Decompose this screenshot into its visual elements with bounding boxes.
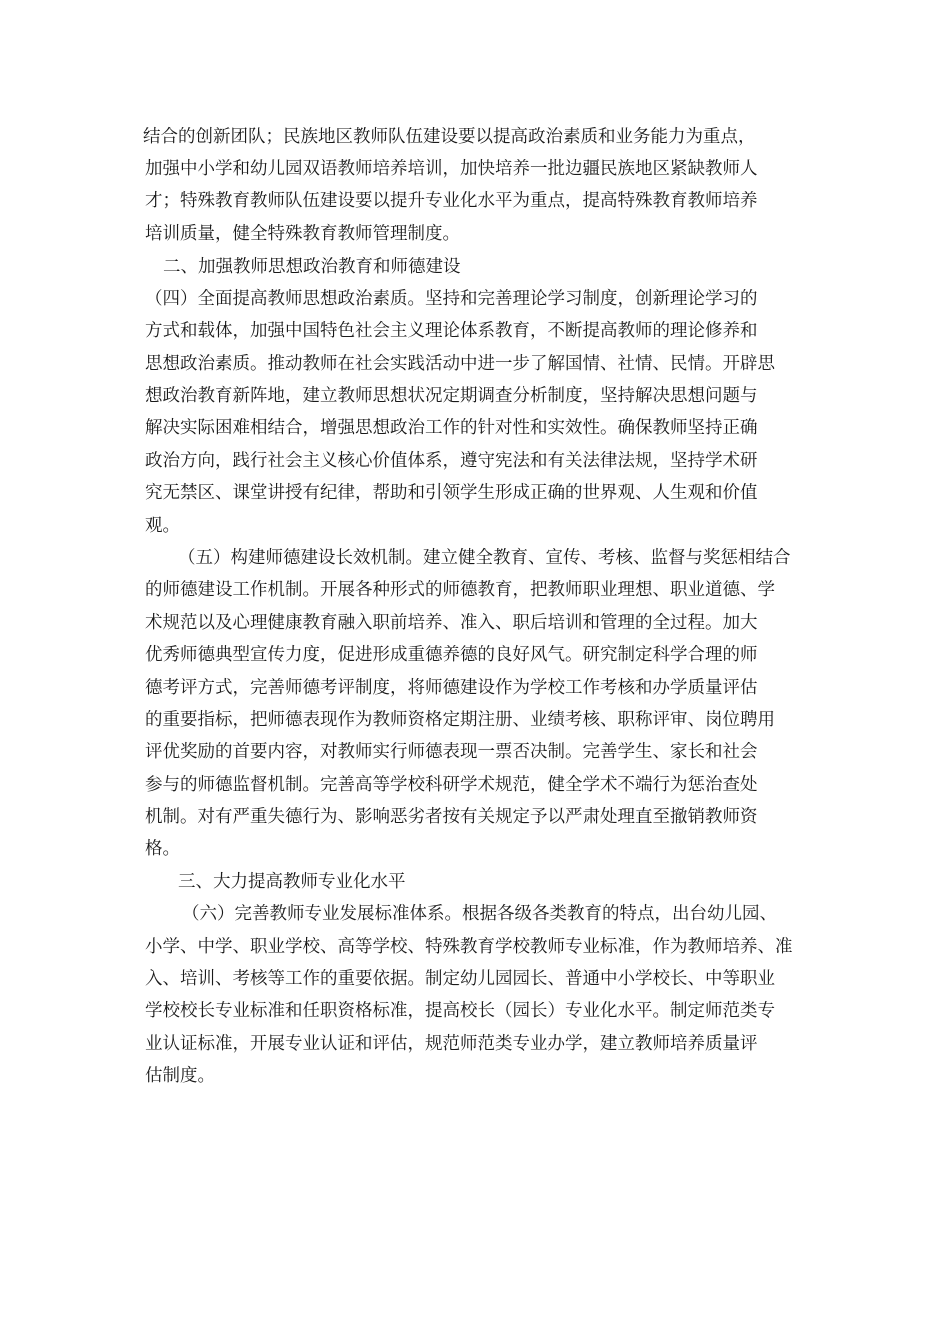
paragraph-line: 政治方向，践行社会主义核心价值体系，遵守宪法和有关法律法规，坚持学术研: [145, 451, 758, 471]
paragraph-line: 想政治教育新阵地，建立教师思想状况定期调查分析制度，坚持解决思想问题与: [145, 386, 758, 406]
paragraph-line: 评优奖励的首要内容，对教师实行师德表现一票否决制。完善学生、家长和社会: [145, 742, 758, 762]
paragraph-line: 小学、中学、职业学校、高等学校、特殊教育学校教师专业标准，作为教师培养、准: [145, 937, 793, 957]
paragraph-line: 估制度。: [145, 1066, 215, 1086]
paragraph-line: 机制。对有严重失德行为、影响恶劣者按有关规定予以严肃处理直至撤销教师资: [145, 807, 758, 827]
paragraph-line: 的重要指标，把师德表现作为教师资格定期注册、业绩考核、职称评审、岗位聘用: [145, 710, 775, 730]
section-heading-2: 二、加强教师思想政治教育和师德建设: [163, 257, 461, 277]
paragraph-line: 参与的师德监督机制。完善高等学校科研学术规范，健全学术不端行为惩治查处: [145, 775, 758, 795]
section-heading-3: 三、大力提高教师专业化水平: [178, 872, 406, 892]
paragraph-line: 入、培训、考核等工作的重要依据。制定幼儿园园长、普通中小学校长、中等职业: [145, 969, 775, 989]
paragraph-line: （六）完善教师专业发展标准体系。根据各级各类教育的特点，出台幼儿园、: [182, 904, 777, 924]
paragraph-line: （五）构建师德建设长效机制。建立健全教育、宣传、考核、监督与奖惩相结合: [178, 548, 791, 568]
paragraph-line: 加强中小学和幼儿园双语教师培养培训，加快培养一批边疆民族地区紧缺教师人: [145, 159, 758, 179]
paragraph-line: 培训质量，健全特殊教育教师管理制度。: [145, 224, 460, 244]
paragraph-line: 思想政治素质。推动教师在社会实践活动中进一步了解国情、社情、民情。开辟思: [145, 354, 775, 374]
paragraph-line: 格。: [145, 839, 180, 859]
paragraph-line: 术规范以及心理健康教育融入职前培养、准入、职后培训和管理的全过程。加大: [145, 613, 758, 633]
paragraph-line: 究无禁区、课堂讲授有纪律，帮助和引领学生形成正确的世界观、人生观和价值: [145, 483, 758, 503]
paragraph-line: 业认证标准，开展专业认证和评估，规范师范类专业办学，建立教师培养质量评: [145, 1034, 758, 1054]
paragraph-line: 解决实际困难相结合，增强思想政治工作的针对性和实效性。确保教师坚持正确: [145, 418, 758, 438]
paragraph-line: 结合的创新团队；民族地区教师队伍建设要以提高政治素质和业务能力为重点，: [143, 127, 756, 147]
paragraph-line: 才；特殊教育教师队伍建设要以提升专业化水平为重点，提高特殊教育教师培养: [145, 191, 758, 211]
paragraph-line: 学校校长专业标准和任职资格标准，提高校长（园长）专业化水平。制定师范类专: [145, 1001, 775, 1021]
paragraph-line: （四）全面提高教师思想政治素质。坚持和完善理论学习制度，创新理论学习的: [145, 289, 758, 309]
paragraph-line: 方式和载体，加强中国特色社会主义理论体系教育，不断提高教师的理论修养和: [145, 321, 758, 341]
paragraph-line: 观。: [145, 516, 180, 536]
paragraph-line: 德考评方式，完善师德考评制度，将师德建设作为学校工作考核和办学质量评估: [145, 678, 758, 698]
paragraph-line: 优秀师德典型宣传力度，促进形成重德养德的良好风气。研究制定科学合理的师: [145, 645, 758, 665]
paragraph-line: 的师德建设工作机制。开展各种形式的师德教育，把教师职业理想、职业道德、学: [145, 580, 775, 600]
